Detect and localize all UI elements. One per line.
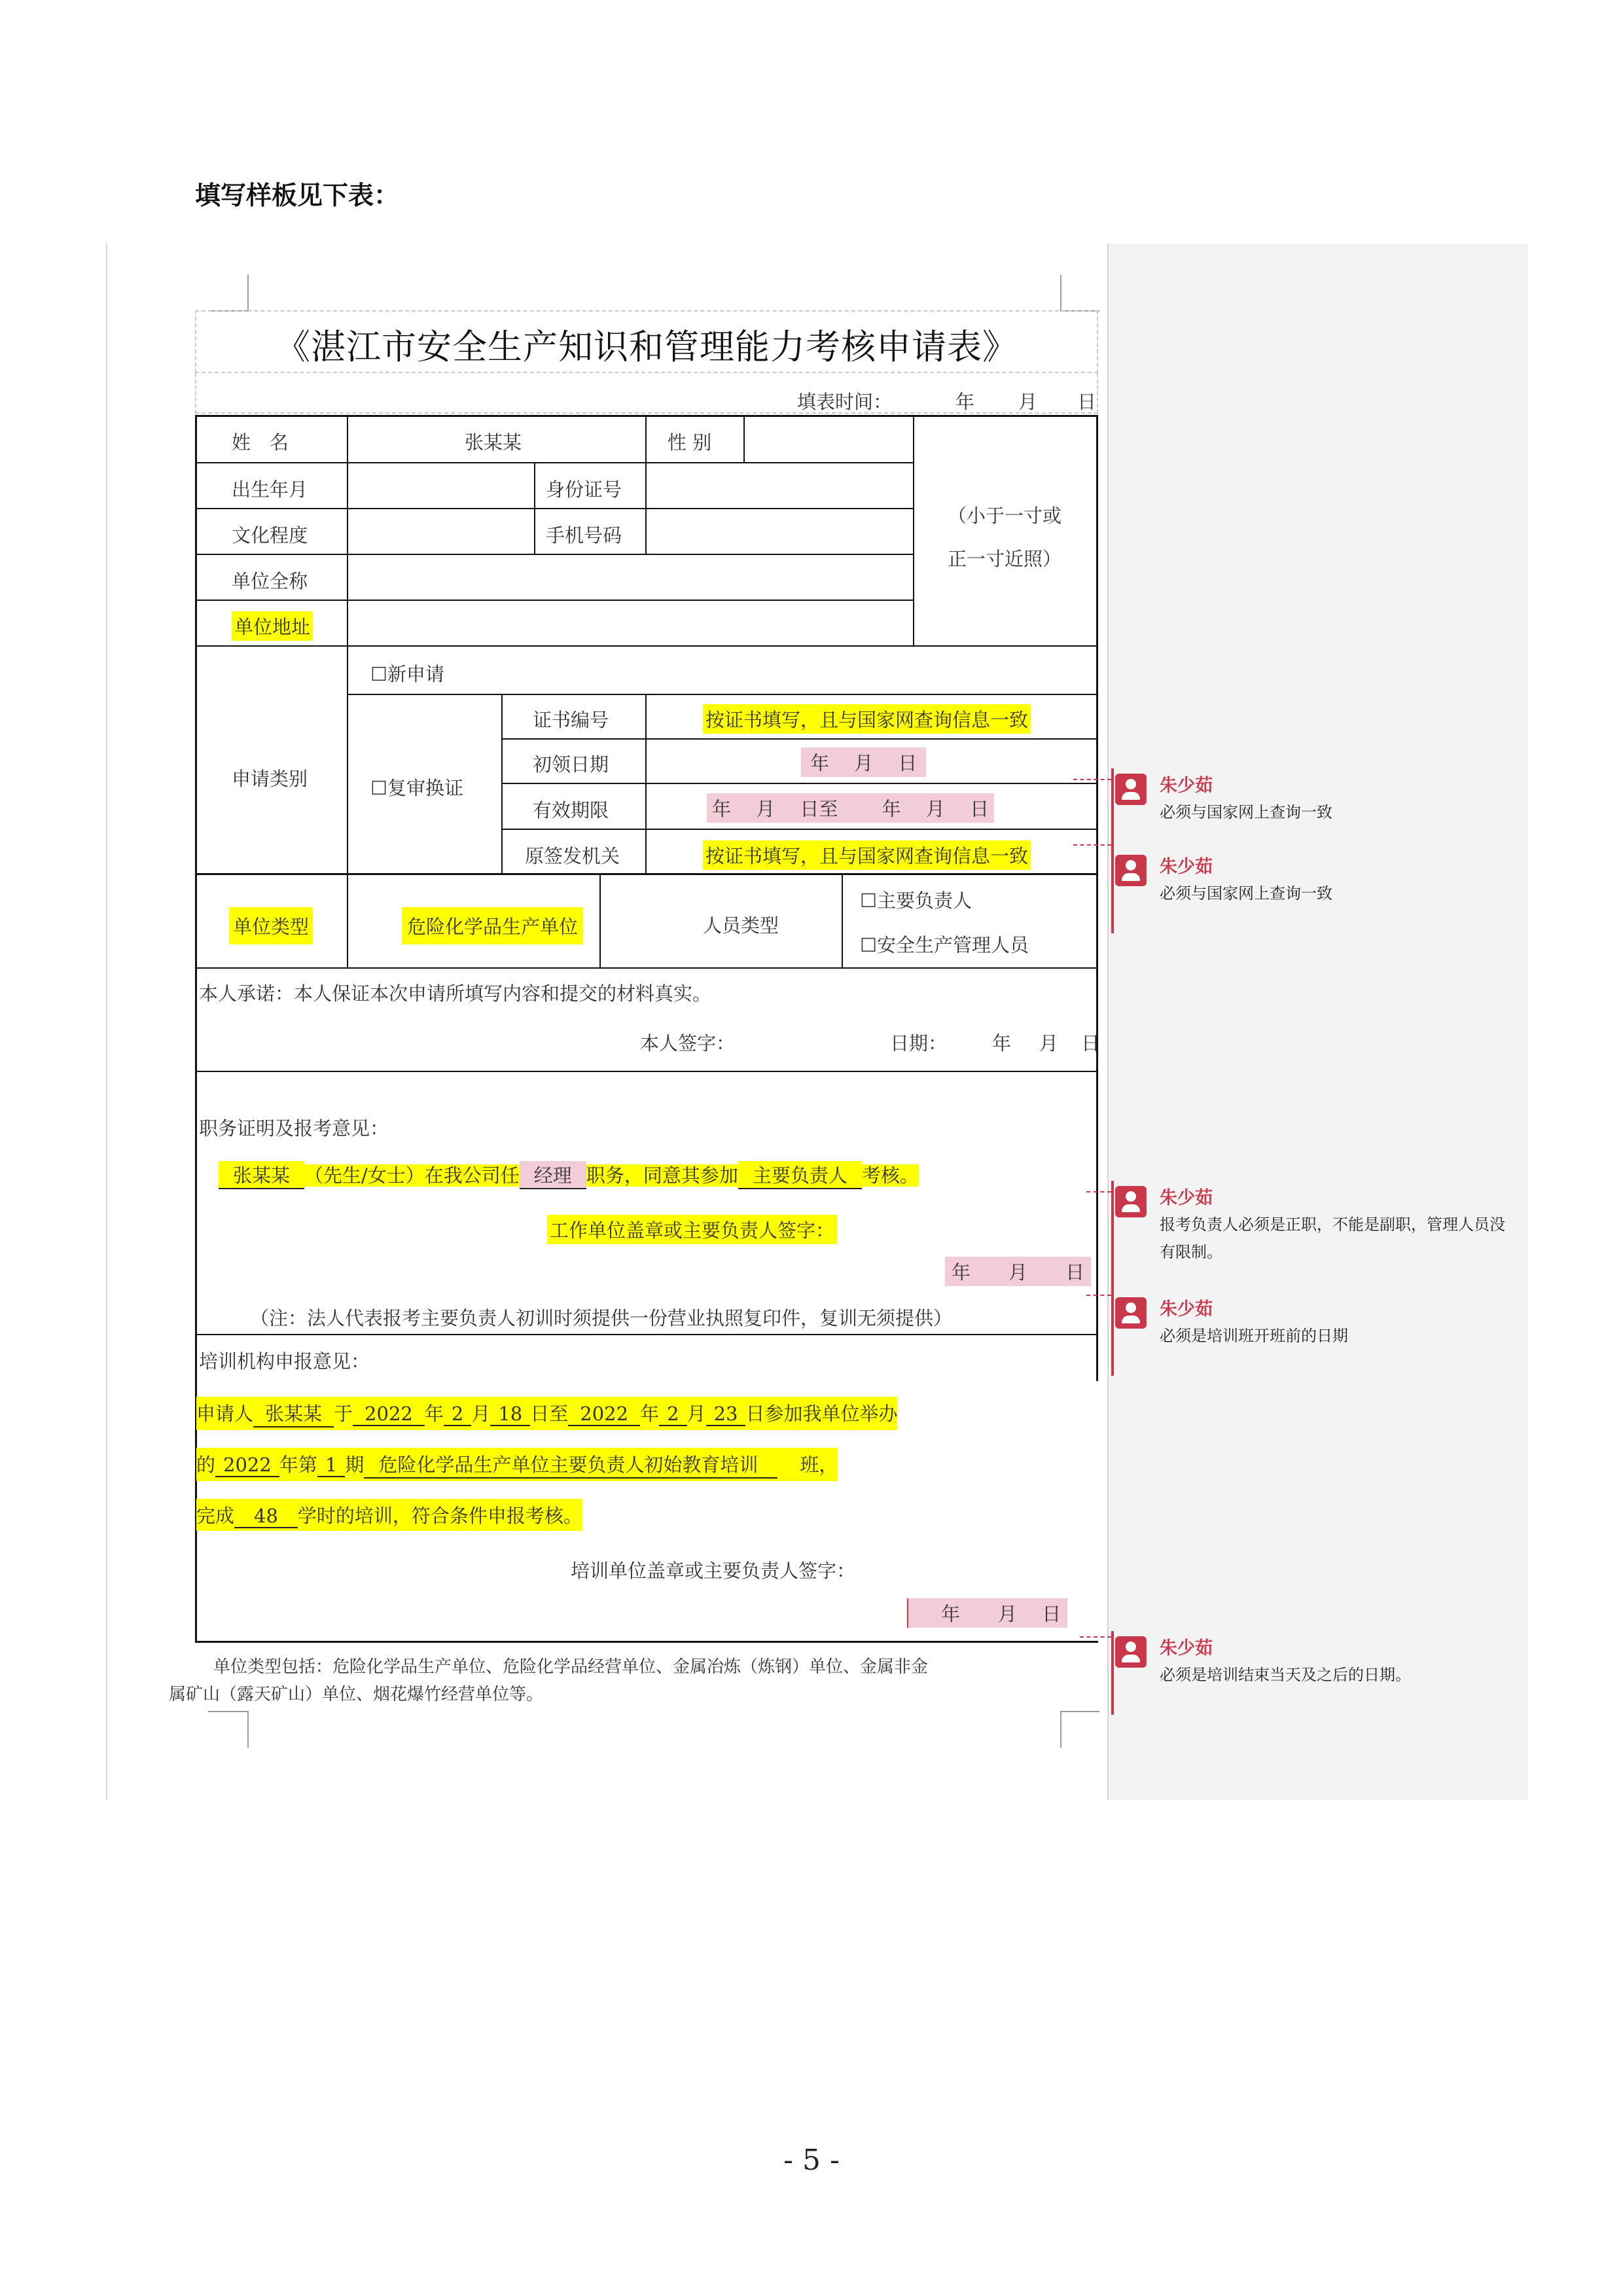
train-line-1 bbox=[196, 1397, 897, 1430]
first-date-label: 初领日期 bbox=[533, 753, 609, 776]
photo-note: 正一寸近照） bbox=[948, 548, 1062, 570]
user-icon bbox=[1115, 1636, 1147, 1668]
user-icon bbox=[1115, 1297, 1147, 1329]
col-line bbox=[913, 415, 914, 645]
train-text: 年第 bbox=[279, 1454, 317, 1476]
crop-mark bbox=[247, 275, 249, 312]
col-line bbox=[645, 415, 647, 462]
train-text: 完成 bbox=[196, 1505, 235, 1527]
photo-note: （小于一寸或 bbox=[948, 505, 1062, 527]
train-period: 1 bbox=[317, 1454, 345, 1477]
intro-text: 填写样板见下表： bbox=[195, 181, 400, 211]
row-line bbox=[501, 829, 1098, 830]
divider bbox=[106, 243, 107, 1800]
phone-label: 手机号码 bbox=[546, 524, 622, 547]
comment-bar bbox=[1111, 1181, 1114, 1299]
unit-name-label: 单位全称 bbox=[232, 570, 308, 592]
application-form bbox=[169, 310, 1101, 1704]
train-date bbox=[907, 1598, 1067, 1628]
issuer-value: 按证书填写，且与国家网查询信息一致 bbox=[703, 840, 1031, 870]
sign-date-month: 月 bbox=[1039, 1032, 1059, 1054]
duty-text: 考核。 bbox=[861, 1164, 919, 1187]
row-line bbox=[501, 738, 1098, 740]
col-line bbox=[534, 462, 535, 554]
name-label: 姓 名 bbox=[232, 431, 289, 454]
comment-connector bbox=[1073, 844, 1111, 846]
form-title: 《湛江市安全生产知识和管理能力考核申请表》 bbox=[276, 327, 1018, 367]
train-end-month: 2 bbox=[659, 1403, 687, 1426]
train-text: 月 bbox=[687, 1403, 706, 1425]
train-text: 申请人 bbox=[196, 1403, 254, 1425]
duty-post: 经理 bbox=[520, 1161, 586, 1189]
footnote: 单位类型包括：危险化学品生产单位、危险化学品经营单位、金属冶炼（炼钢）单位、金属非金 bbox=[213, 1657, 929, 1677]
comment-connector bbox=[1080, 1636, 1111, 1638]
table-border bbox=[195, 1641, 1098, 1643]
unit-type-label: 单位类型 bbox=[229, 907, 313, 944]
crop-mark bbox=[1060, 1711, 1061, 1748]
row-line bbox=[195, 873, 1098, 875]
footnote: 属矿山（露天矿山）单位、烟花爆竹经营单位等。 bbox=[169, 1685, 544, 1704]
train-date-day: 日 bbox=[1042, 1603, 1061, 1625]
table-border bbox=[1096, 415, 1098, 1381]
unit-addr-label: 单位地址 bbox=[232, 611, 313, 641]
user-icon bbox=[1115, 774, 1147, 805]
train-text: 学时的培训，符合条件申报考核。 bbox=[297, 1505, 582, 1527]
birth-label: 出生年月 bbox=[232, 478, 308, 501]
train-course: 危险化学品生产单位主要负责人初始教育培训 bbox=[364, 1450, 777, 1479]
comment-bar bbox=[1111, 1292, 1114, 1376]
name-value: 张某某 bbox=[465, 431, 522, 454]
train-text: 月 bbox=[471, 1403, 491, 1425]
train-text: 日至 bbox=[530, 1403, 569, 1425]
person-type-main-checkbox[interactable]: ☐主要负责人 bbox=[860, 889, 972, 912]
row-line bbox=[195, 1334, 1098, 1335]
train-sign-label: 培训单位盖章或主要负责人签字： bbox=[571, 1560, 856, 1582]
train-year: 2022 bbox=[215, 1454, 279, 1477]
crop-mark bbox=[247, 1711, 249, 1748]
duty-text: （先生/女士）在我公司任 bbox=[304, 1164, 520, 1187]
duty-date-month: 月 bbox=[1008, 1261, 1028, 1283]
train-date-month: 月 bbox=[998, 1603, 1018, 1625]
comment-connector bbox=[1086, 1295, 1111, 1296]
col-line bbox=[347, 645, 348, 873]
table-border bbox=[195, 415, 1098, 417]
date-month: 月 bbox=[1018, 391, 1038, 413]
sign-date-year: 年 bbox=[992, 1032, 1012, 1054]
promise-text: 本人承诺：本人保证本次申请所填写内容和提交的材料真实。 bbox=[199, 982, 712, 1005]
comment-author: 朱少茹 bbox=[1160, 1299, 1213, 1319]
comment-bar bbox=[1111, 850, 1114, 933]
row-line bbox=[195, 554, 914, 555]
comment-bar bbox=[1111, 768, 1114, 852]
comment-text: 必须是培训班开班前的日期 bbox=[1160, 1327, 1348, 1345]
train-text: 的 bbox=[196, 1454, 216, 1476]
apply-type-label: 申请类别 bbox=[232, 768, 308, 790]
row-line bbox=[195, 508, 914, 509]
train-name: 张某某 bbox=[253, 1399, 334, 1427]
train-start-month: 2 bbox=[444, 1403, 471, 1426]
user-icon bbox=[1115, 1186, 1147, 1217]
train-title: 培训机构申报意见： bbox=[199, 1350, 370, 1372]
train-text: 年 bbox=[640, 1403, 660, 1425]
comment-pane bbox=[1107, 243, 1528, 1800]
comment-connector bbox=[1086, 1191, 1111, 1193]
train-date-year: 年 bbox=[941, 1603, 961, 1625]
train-end-year: 2022 bbox=[568, 1403, 640, 1426]
comment-author: 朱少茹 bbox=[1160, 1638, 1213, 1659]
row-line bbox=[195, 600, 914, 601]
id-label: 身份证号 bbox=[546, 478, 622, 501]
train-start-year: 2022 bbox=[353, 1403, 425, 1426]
col-line bbox=[347, 873, 348, 967]
duty-date-day: 日 bbox=[1065, 1261, 1085, 1283]
comment-author: 朱少茹 bbox=[1160, 1188, 1213, 1208]
person-type-label: 人员类型 bbox=[703, 914, 779, 937]
comment-text: 报考负责人必须是正职，不能是副职，管理人员没有限制。 bbox=[1160, 1215, 1505, 1261]
crop-mark bbox=[208, 1711, 247, 1712]
col-line bbox=[347, 415, 348, 645]
duty-sign-label: 工作单位盖章或主要负责人签字： bbox=[547, 1215, 837, 1244]
train-start-day: 18 bbox=[490, 1403, 530, 1426]
crop-mark bbox=[1060, 1711, 1099, 1712]
edu-label: 文化程度 bbox=[232, 524, 308, 547]
date-day: 日 bbox=[1077, 391, 1097, 413]
page-number: - 5 - bbox=[783, 2144, 840, 2177]
comment-text: 必须与国家网上查询一致 bbox=[1160, 803, 1332, 821]
comment-author: 朱少茹 bbox=[1160, 857, 1213, 877]
duty-line bbox=[219, 1161, 919, 1189]
duty-exam: 主要负责人 bbox=[738, 1161, 862, 1189]
col-line bbox=[599, 873, 601, 967]
comment-text: 必须是培训结束当天及之后的日期。 bbox=[1160, 1666, 1411, 1684]
comment-bar bbox=[1111, 1631, 1114, 1715]
self-sign-label: 本人签字： bbox=[640, 1032, 736, 1054]
crop-mark bbox=[1060, 275, 1061, 312]
sign-date-label: 日期： bbox=[890, 1032, 948, 1054]
duty-text: 职务，同意其参加 bbox=[586, 1164, 738, 1187]
renew-checkbox[interactable]: ☐复审换证 bbox=[370, 777, 463, 799]
train-line-3 bbox=[196, 1499, 582, 1531]
row-line bbox=[195, 645, 1098, 647]
valid-label: 有效期限 bbox=[533, 799, 609, 821]
train-text: 年 bbox=[424, 1403, 444, 1425]
duty-date bbox=[945, 1257, 1091, 1286]
train-text: 期 bbox=[345, 1454, 365, 1476]
duty-name: 张某某 bbox=[219, 1161, 304, 1189]
new-apply-checkbox[interactable]: ☐新申请 bbox=[370, 663, 444, 685]
unit-type-value: 危险化学品生产单位 bbox=[402, 907, 583, 944]
sign-date-day: 日 bbox=[1081, 1032, 1101, 1054]
train-text: 于 bbox=[334, 1403, 353, 1425]
fill-time-label: 填表时间： bbox=[797, 391, 893, 413]
valid-value: 年 月 日至 年 月 日 bbox=[707, 793, 994, 823]
train-text: 日参加我单位举办 bbox=[745, 1403, 898, 1425]
col-line bbox=[645, 462, 647, 554]
row-line bbox=[195, 967, 1098, 969]
gender-label: 性 别 bbox=[668, 431, 712, 454]
comment-text: 必须与国家网上查询一致 bbox=[1160, 884, 1332, 903]
duty-date-year: 年 bbox=[952, 1261, 971, 1283]
col-line bbox=[743, 415, 745, 462]
duty-title: 职务证明及报考意见： bbox=[199, 1117, 389, 1139]
row-line bbox=[195, 1071, 1098, 1072]
train-text: 班， bbox=[800, 1454, 838, 1476]
comment-connector bbox=[1073, 779, 1111, 780]
train-end-day: 23 bbox=[706, 1403, 746, 1426]
issuer-label: 原签发机关 bbox=[525, 845, 620, 867]
cert-no-label: 证书编号 bbox=[533, 709, 609, 731]
comment-author: 朱少茹 bbox=[1160, 776, 1213, 796]
first-date-value: 年 月 日 bbox=[801, 747, 926, 777]
row-line bbox=[501, 783, 1098, 784]
cert-no-value: 按证书填写，且与国家网查询信息一致 bbox=[703, 704, 1031, 734]
row-line bbox=[195, 462, 914, 463]
col-line bbox=[842, 873, 843, 967]
user-icon bbox=[1115, 855, 1147, 886]
train-hours: 48 bbox=[234, 1505, 298, 1528]
person-type-safety-checkbox[interactable]: ☐安全生产管理人员 bbox=[860, 934, 1029, 956]
date-year: 年 bbox=[955, 391, 975, 413]
row-line bbox=[347, 694, 1098, 695]
train-line-2 bbox=[196, 1448, 838, 1481]
duty-note: （注：法人代表报考主要负责人初训时须提供一份营业执照复印件，复训无须提供） bbox=[250, 1307, 953, 1329]
